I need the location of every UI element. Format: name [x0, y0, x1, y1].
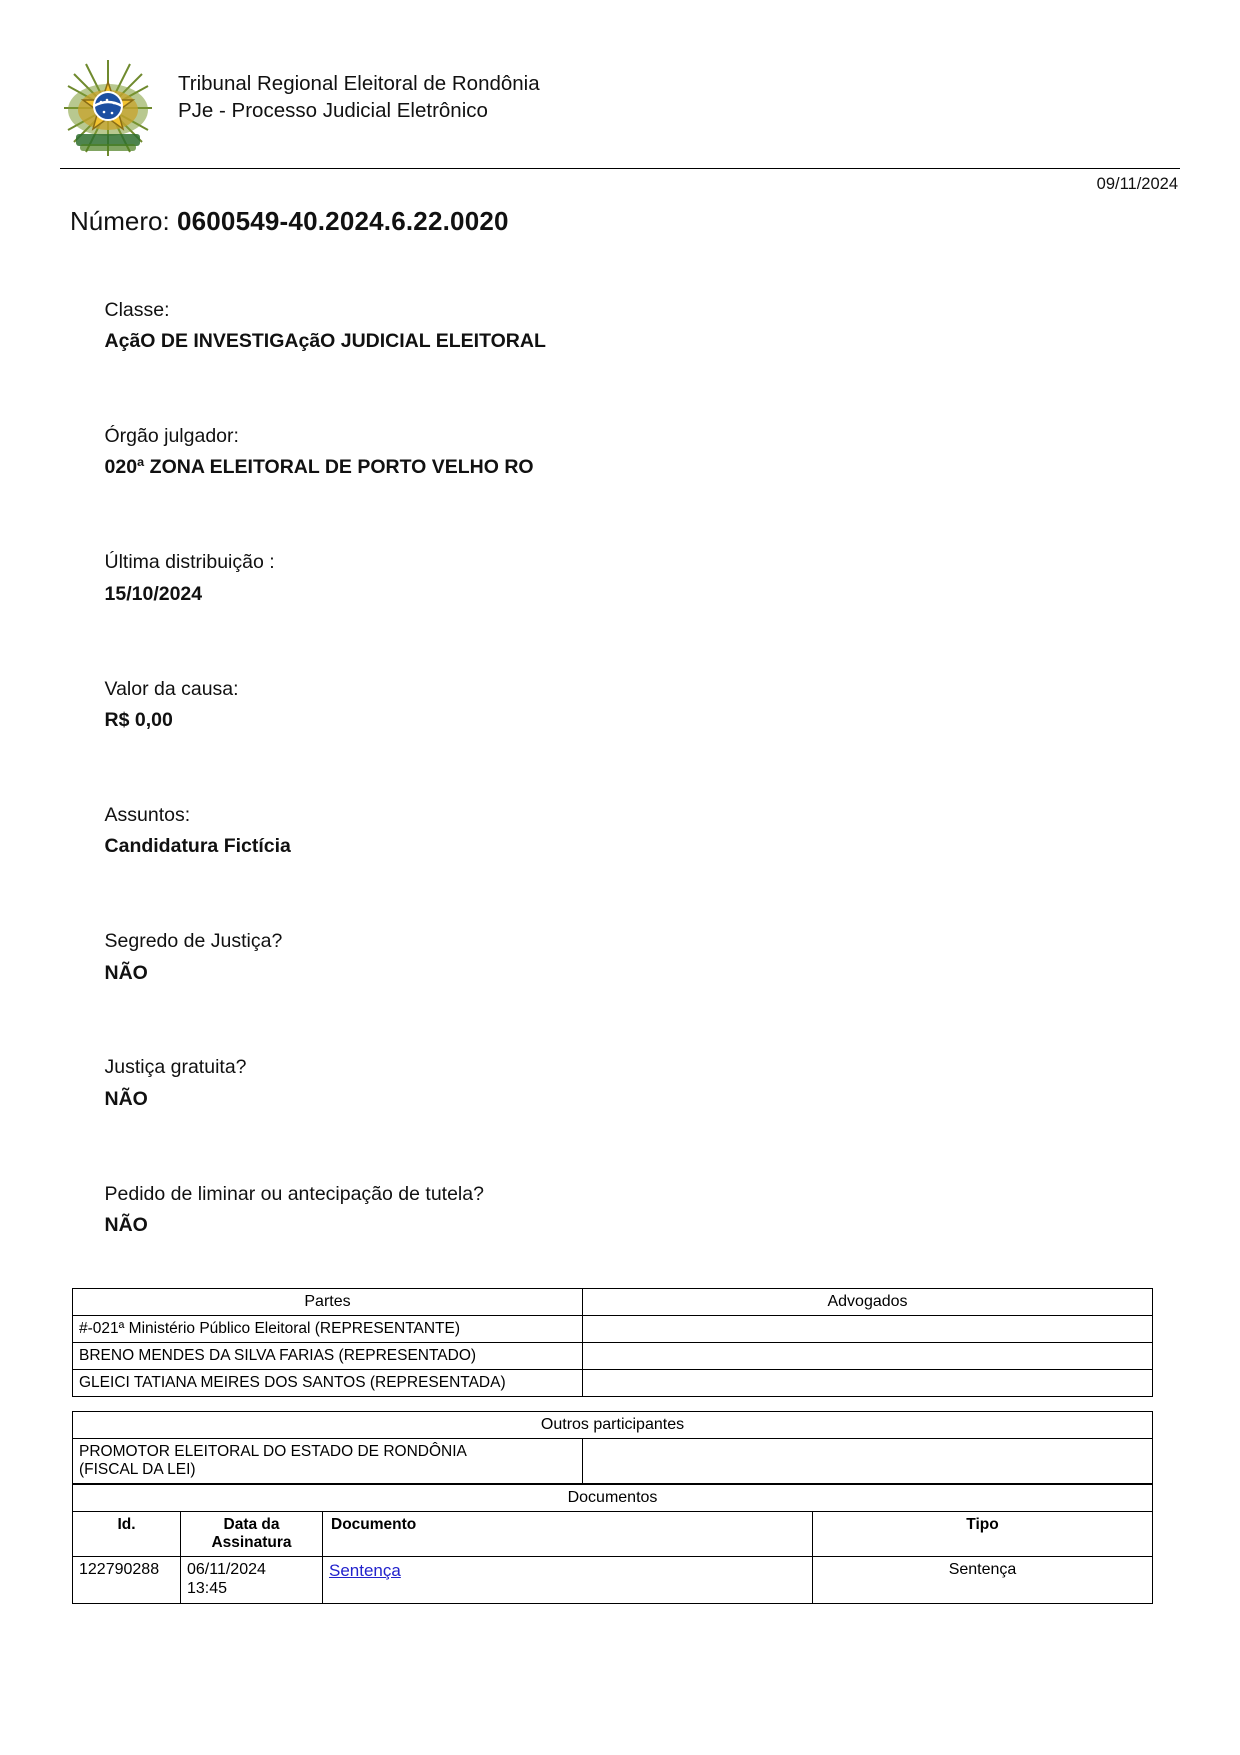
classe-value: AçãO DE INVESTIGAçãO JUDICIAL ELEITORAL: [104, 330, 546, 353]
documento-link-cell[interactable]: [323, 1557, 813, 1604]
meta-row-gratuita: [72, 1021, 1240, 1147]
liminar-value: NÃO: [104, 1214, 148, 1237]
documentos-table: [72, 1484, 1153, 1604]
partes-header-row: [73, 1288, 1153, 1315]
distribuicao-label: Última distribuição :: [104, 551, 275, 574]
outro-participante-linha2: (FISCAL DA LEI): [79, 1460, 196, 1478]
documentos-header-label: Documentos: [73, 1485, 1153, 1512]
liminar-label: Pedido de liminar ou antecipação de tutela?: [104, 1182, 484, 1205]
print-date: 09/11/2024: [1096, 175, 1178, 193]
brasao-republica-icon: [60, 56, 156, 160]
parte-advogado: [583, 1342, 1153, 1369]
segredo-label: Segredo de Justiça?: [104, 930, 283, 953]
process-metadata: [0, 237, 1240, 1274]
table-row: [73, 1438, 1153, 1484]
documento-link[interactable]: Sentença: [329, 1561, 401, 1581]
table-row: [73, 1315, 1153, 1342]
parte-nome: GLEICI TATIANA MEIRES DOS SANTOS (REPRESENTADA): [73, 1369, 583, 1396]
orgao-label: Órgão julgador:: [104, 424, 239, 447]
col-documento: Documento: [323, 1512, 813, 1557]
outro-participante-advogado: [583, 1438, 1153, 1484]
col-data-line2: Assinatura: [211, 1534, 292, 1552]
meta-row-assuntos: [72, 768, 1240, 894]
assuntos-label: Assuntos:: [104, 803, 191, 826]
outros-participantes-table: [72, 1411, 1153, 1485]
documento-data-linha2: 13:45: [187, 1579, 228, 1597]
gratuita-label: Justiça gratuita?: [104, 1056, 247, 1079]
table-row: [73, 1557, 1153, 1604]
col-tipo: Tipo: [813, 1512, 1153, 1557]
table-row: [73, 1342, 1153, 1369]
meta-row-classe: [72, 263, 1240, 389]
meta-row-distribuicao: [72, 516, 1240, 642]
partes-table: [72, 1288, 1153, 1397]
header-org-line2: PJe - Processo Judicial Eletrônico: [178, 99, 488, 123]
distribuicao-value: 15/10/2024: [104, 582, 203, 605]
col-id: Id.: [73, 1512, 181, 1557]
outro-participante-nome: [73, 1438, 583, 1484]
documentos-header-row: [73, 1485, 1153, 1512]
valor-label: Valor da causa:: [104, 677, 239, 700]
partes-header-advogados: Advogados: [583, 1288, 1153, 1315]
parte-advogado: [583, 1369, 1153, 1396]
assuntos-value: Candidatura Fictícia: [104, 835, 291, 858]
col-data-line1: Data da: [223, 1516, 280, 1534]
documentos-column-row: [73, 1512, 1153, 1557]
documento-tipo: Sentença: [813, 1557, 1153, 1604]
gratuita-value: NÃO: [104, 1088, 148, 1111]
header-org-text: [178, 56, 540, 124]
outros-header-label: Outros participantes: [73, 1411, 1153, 1438]
header-org-line1: Tribunal Regional Eleitoral de Rondônia: [178, 72, 540, 95]
orgao-value: 020ª ZONA ELEITORAL DE PORTO VELHO RO: [104, 456, 534, 479]
outros-header-row: [73, 1411, 1153, 1438]
numero-value: 0600549-40.2024.6.22.0020: [176, 206, 509, 236]
classe-label: Classe:: [104, 298, 170, 321]
segredo-value: NÃO: [104, 961, 148, 984]
page-title: [0, 194, 1240, 237]
table-row: [73, 1369, 1153, 1396]
meta-row-valor: [72, 642, 1240, 768]
valor-value: R$ 0,00: [104, 709, 173, 732]
parte-advogado: [583, 1315, 1153, 1342]
outro-participante-linha1: PROMOTOR ELEITORAL DO ESTADO DE RONDÔNIA: [79, 1442, 467, 1460]
documento-data: [181, 1557, 323, 1604]
document-header: [0, 0, 1240, 160]
documento-data-linha1: 06/11/2024: [187, 1561, 266, 1579]
col-data-assinatura: [181, 1512, 323, 1557]
numero-label: Número:: [70, 206, 170, 236]
parte-nome: BRENO MENDES DA SILVA FARIAS (REPRESENTADO): [73, 1342, 583, 1369]
meta-row-orgao: [72, 389, 1240, 515]
parte-nome: #-021ª Ministério Público Eleitoral (REPRESENTANTE): [73, 1315, 583, 1342]
documento-id: 122790288: [73, 1557, 181, 1604]
meta-row-liminar: [72, 1147, 1240, 1273]
partes-header-partes: Partes: [73, 1288, 583, 1315]
meta-row-segredo: [72, 895, 1240, 1021]
